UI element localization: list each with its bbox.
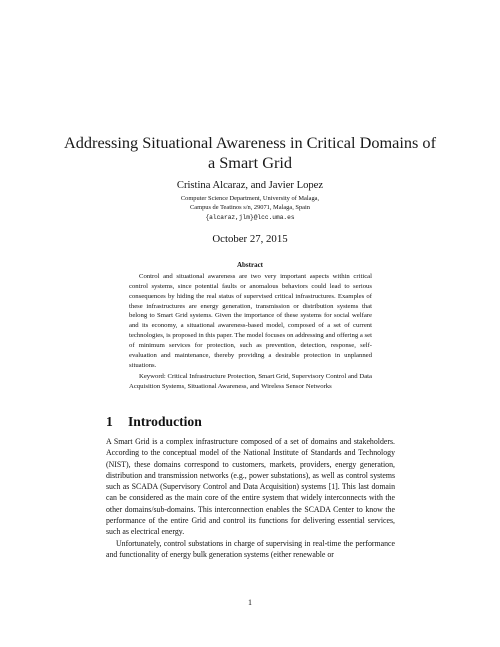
- author-address: Campus de Teatinos s/n, 29071, Malaga, Spain: [190, 204, 310, 211]
- section-heading: [106, 414, 202, 430]
- abstract-heading: Abstract: [236, 261, 264, 269]
- paper-title: Addressing Situational Awareness in Critical Domains of a Smart Grid: [63, 133, 436, 172]
- section-number: 1: [106, 414, 113, 429]
- paper-date: October 27, 2015: [212, 233, 288, 245]
- author-list: Cristina Alcaraz, and Javier Lopez: [176, 180, 324, 191]
- page-number: 1: [248, 598, 252, 607]
- body-paragraph: Unfortunately, control substations in charge of supervising in real-time the performance and functionality of energy bulk generation systems (either renewable or: [106, 538, 395, 559]
- body-paragraph: A Smart Grid is a complex infrastructure composed of a set of domains and stakeholders. According to the conceptual model of the National Institute of Standards and Technology (NIST), these domains correspond to customers, markets, providers, energy generation, distribution and transmission networks (e.g., power substations), as well as control systems such as SCADA (Supervisory Control and Data Acquisition) systems [1]. This last domain can be considered as the main core of the entire system that widely interconnects with the other domains/sub-domains. This interconnection enables the SCADA Center to know the performance of the entire Grid and control its functions for delivering essential services, such as electrical energy.: [106, 437, 395, 537]
- section-body: [106, 436, 395, 560]
- keywords-text: Keyword: Critical Infrastructure Protection, Smart Grid, Supervisory Control and Data Acquisition Systems, Situational Awareness, and Wireless Sensor Networks: [129, 373, 372, 390]
- abstract-text: Control and situational awareness are two very important aspects within critical control systems, since potential faults or anomalous behaviors could lead to serious consequences by hiding the real status of supervised critical infrastructures. Examples of these infrastructures are energy generation, transmission or distribution systems that belong to Smart Grid systems. Given the importance of these systems for social welfare and its economy, a situational awareness-based model, composed of a set of current technologies, is proposed in this paper. The model focuses on addressing and offering a set of minimum services for protection, such as prevention, detection, response, self-evaluation and maintenance, thereby providing a desirable protection in unplanned situations.: [129, 273, 372, 369]
- author-affiliation: Computer Science Department, University of Malaga,: [180, 195, 320, 202]
- section-title: Introduction: [128, 414, 202, 429]
- author-email: {alcaraz,jlm}@lcc.uma.es: [205, 214, 295, 221]
